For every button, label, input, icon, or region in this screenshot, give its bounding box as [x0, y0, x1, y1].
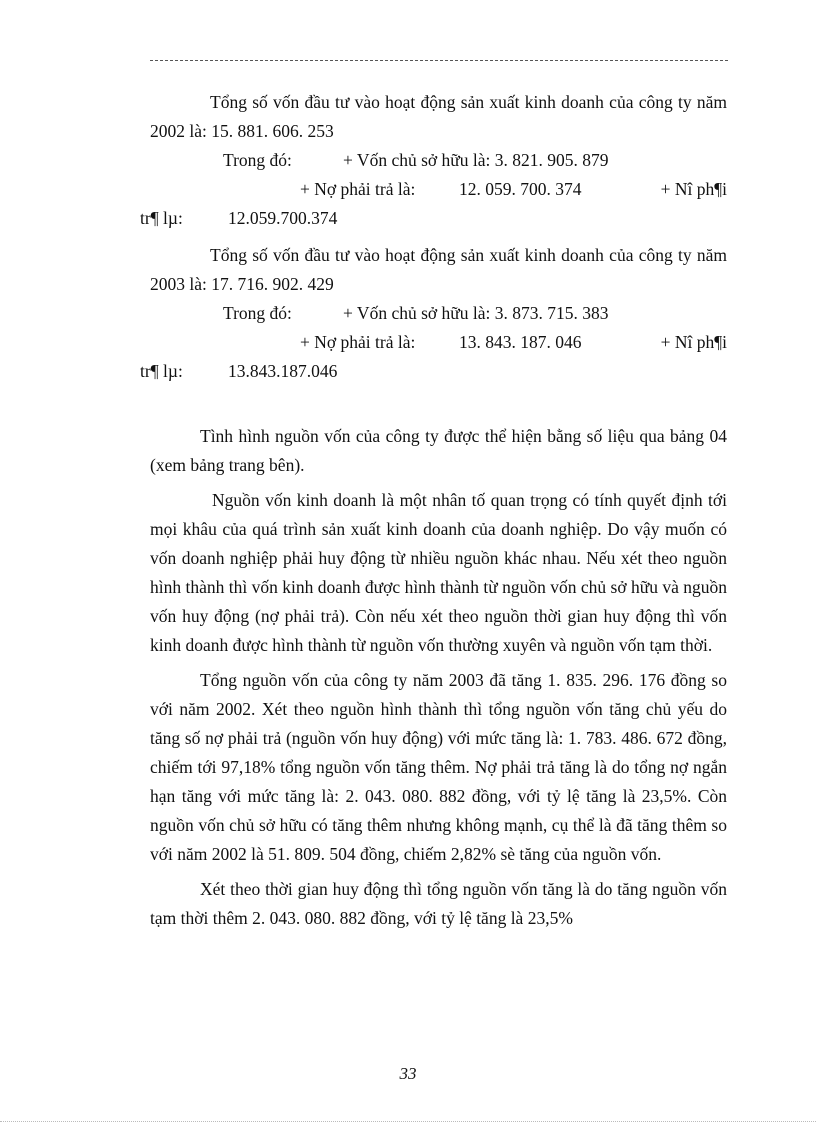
- capital-2003-intro: Tổng số vốn đầu tư vào hoạt động sản xuất kinh doanh của công ty năm 2003 là: 17. 716. 902. 429: [150, 245, 727, 294]
- equity-2002: + Vốn chủ sở hữu là: 3. 821. 905. 879: [343, 150, 609, 170]
- garbled-2002-b: tr¶ lµ:: [140, 208, 183, 228]
- garbled-2003-a: + Nî ph¶i: [660, 332, 727, 352]
- capital-2002-equity-row: [150, 146, 727, 175]
- paragraph-total-capital-increase: Tổng nguồn vốn của công ty năm 2003 đã tăng 1. 835. 296. 176 đồng so với năm 2002. Xét theo nguồn hình thành thì tổng nguồn vốn tăng chủ yếu do tăng số nợ phải trả (nguồn vốn huy động) với mức tăng là: 1. 783. 486. 672 đồng, chiếm tới 97,18% tổng nguồn vốn tăng thêm. Nợ phải trả tăng là do tổng nợ ngắn hạn tăng với mức tăng là: 2. 043. 080. 882 đồng, với tỷ lệ tăng là 23,5%. Còn nguồn vốn chủ sở hữu có tăng thêm nhưng không mạnh, cụ thể là đã tăng thêm so với năm 2002 là 51. 809. 504 đồng, chiếm 2,82% sè tăng của nguồn vốn.: [150, 670, 727, 864]
- garbled-2003-value: 13.843.187.046: [228, 361, 338, 381]
- garbled-2003-b: tr¶ lµ:: [140, 361, 183, 381]
- capital-2003-liabilities-row: [150, 328, 727, 357]
- equity-2003: + Vốn chủ sở hữu là: 3. 873. 715. 383: [343, 303, 609, 323]
- trong-do-label: Trong đó:: [223, 150, 292, 170]
- capital-2002-intro: Tổng số vốn đầu tư vào hoạt động sản xuất kinh doanh của công ty năm 2002 là: 15. 881. 606. 253: [150, 92, 727, 141]
- capital-2003-garbled-row: [140, 357, 727, 386]
- page-number: 33: [399, 1064, 417, 1083]
- liabilities-2003-label: + Nợ phải trả là:: [300, 332, 416, 352]
- liabilities-2002-label: + Nợ phải trả là:: [300, 179, 416, 199]
- capital-2003-equity-row: [150, 299, 727, 328]
- paragraph-mobilization-time: Xét theo thời gian huy động thì tổng nguồn vốn tăng là do tăng nguồn vốn tạm thời thêm 2. 043. 080. 882 đồng, với tỷ lệ tăng là 23,5%: [150, 879, 727, 928]
- liabilities-2002-value: 12. 059. 700. 374: [459, 179, 582, 199]
- footer-rule: [0, 1121, 816, 1122]
- page-body: [140, 88, 727, 933]
- header-rule: [150, 60, 728, 61]
- paragraph-capital-situation: Tình hình nguồn vốn của công ty được thể hiện bằng số liệu qua bảng 04 (xem bảng trang bên).: [150, 426, 727, 475]
- capital-2002-garbled-row: [140, 204, 727, 233]
- capital-2002-liabilities-row: [150, 175, 727, 204]
- paragraph-business-capital: Nguồn vốn kinh doanh là một nhân tố quan trọng có tính quyết định tới mọi khâu của quá trình sản xuất kinh doanh của doanh nghiệp. Do vậy muốn có vốn doanh nghiệp phải huy động từ nhiều nguồn khác nhau. Nếu xét theo nguồn hình thành thì vốn kinh doanh được hình thành từ nguồn vốn chủ sở hữu và nguồn vốn huy động (nợ phải trả). Còn nếu xét theo nguồn thời gian huy động thì vốn kinh doanh được hình thành từ nguồn vốn thường xuyên và nguồn vốn tạm thời.: [150, 490, 727, 655]
- liabilities-2003-value: 13. 843. 187. 046: [459, 332, 582, 352]
- garbled-2002-a: + Nî ph¶i: [660, 179, 727, 199]
- garbled-2002-value: 12.059.700.374: [228, 208, 338, 228]
- trong-do-label: Trong đó:: [223, 303, 292, 323]
